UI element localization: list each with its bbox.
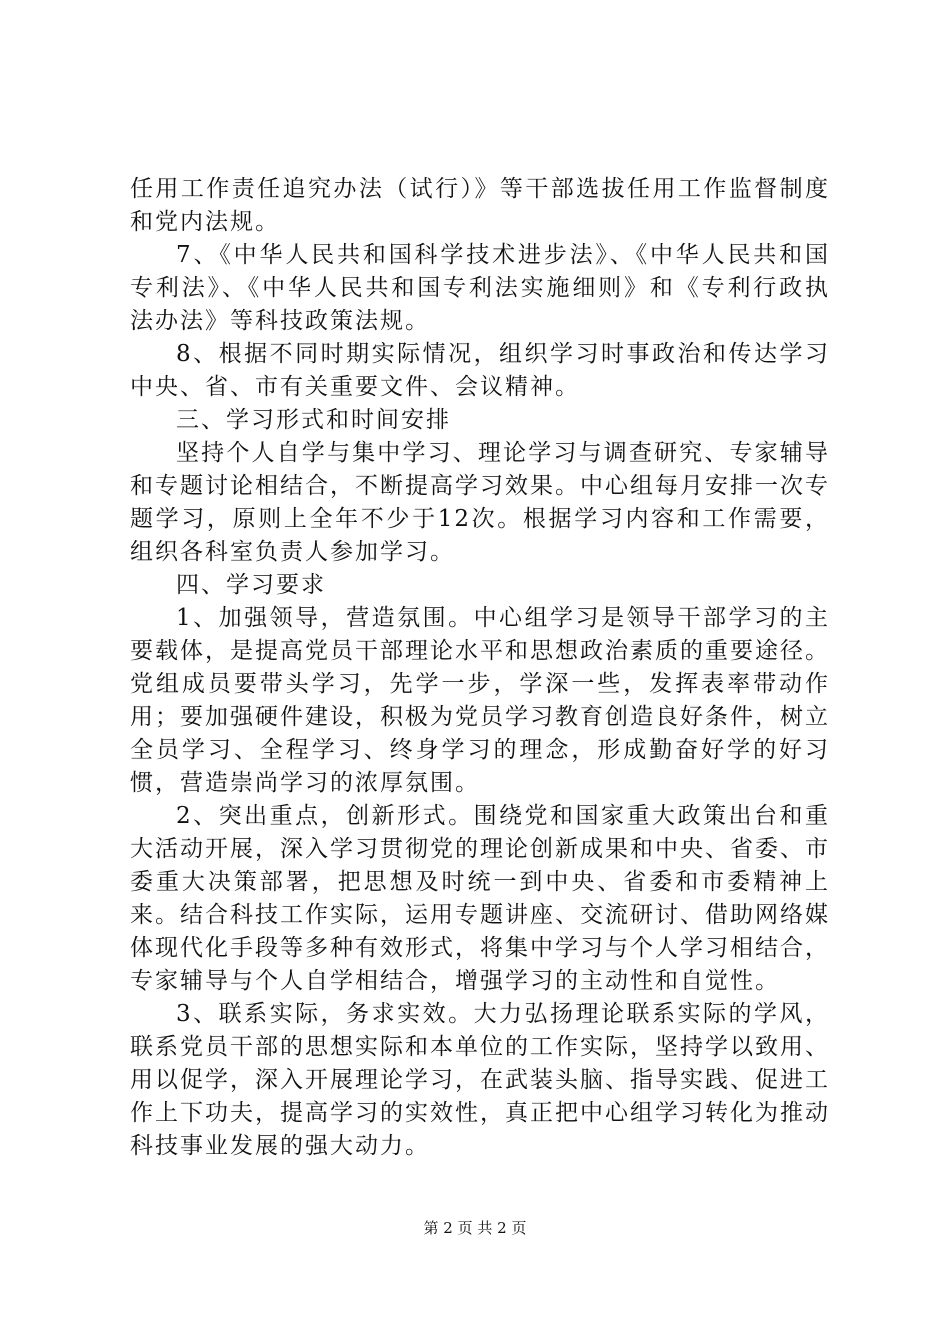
paragraph-7: 1、加强领导，营造氛围。中心组学习是领导干部学习的主要载体，是提高党员干部理论水平和思想政治素质的重要途径。党组成员要带头学习，先学一步，学深一些，发挥表率带动作用；要加强硬件建设，积极为党员学习教育创造良好条件，树立全员学习、全程学习、终身学习的理念，形成勤奋好学的好习惯，营造崇尚学习的浓厚氛围。 <box>130 605 830 796</box>
paragraph-8: 2、突出重点，创新形式。围绕党和国家重大政策出台和重大活动开展，深入学习贯彻党的理论创新成果和中央、省委、市委重大决策部署，把思想及时统一到中央、省委和市委精神上来。结合科技工作实际，运用专题讲座、交流研讨、借助网络媒体现代化手段等多种有效形式，将集中学习与个人学习相结合，专家辅导与个人自学相结合，增强学习的主动性和自觉性。 <box>130 803 830 994</box>
paragraph-1: 任用工作责任追究办法（试行）》等干部选拔任用工作监督制度和党内法规。 <box>130 176 830 235</box>
page-number-label: 第 2 页 共 2 页 <box>423 1219 527 1237</box>
document-body <box>130 173 830 1163</box>
section-heading-3: 三、学习形式和时间安排 <box>176 407 451 433</box>
paragraph-2: 7、《中华人民共和国科学技术进步法》、《中华人民共和国专利法》、《中华人民共和国专利法实施细则》和《专利行政执法办法》等科技政策法规。 <box>130 242 830 334</box>
page-footer <box>0 1218 950 1238</box>
section-heading-4: 四、学习要求 <box>176 572 326 598</box>
paragraph-5: 坚持个人自学与集中学习、理论学习与调查研究、专家辅导和专题讨论相结合，不断提高学习效果。中心组每月安排一次专题学习，原则上全年不少于12次。根据学习内容和工作需要，组织各科室负责人参加学习。 <box>130 440 830 565</box>
paragraph-3: 8、根据不同时期实际情况，组织学习时事政治和传达学习中央、省、市有关重要文件、会议精神。 <box>130 341 830 400</box>
paragraph-9: 3、联系实际，务求实效。大力弘扬理论联系实际的学风，联系党员干部的思想实际和本单位的工作实际，坚持学以致用、用以促学，深入开展理论学习，在武装头脑、指导实践、促进工作上下功夫，提高学习的实效性，真正把中心组学习转化为推动科技事业发展的强大动力。 <box>130 1001 830 1159</box>
